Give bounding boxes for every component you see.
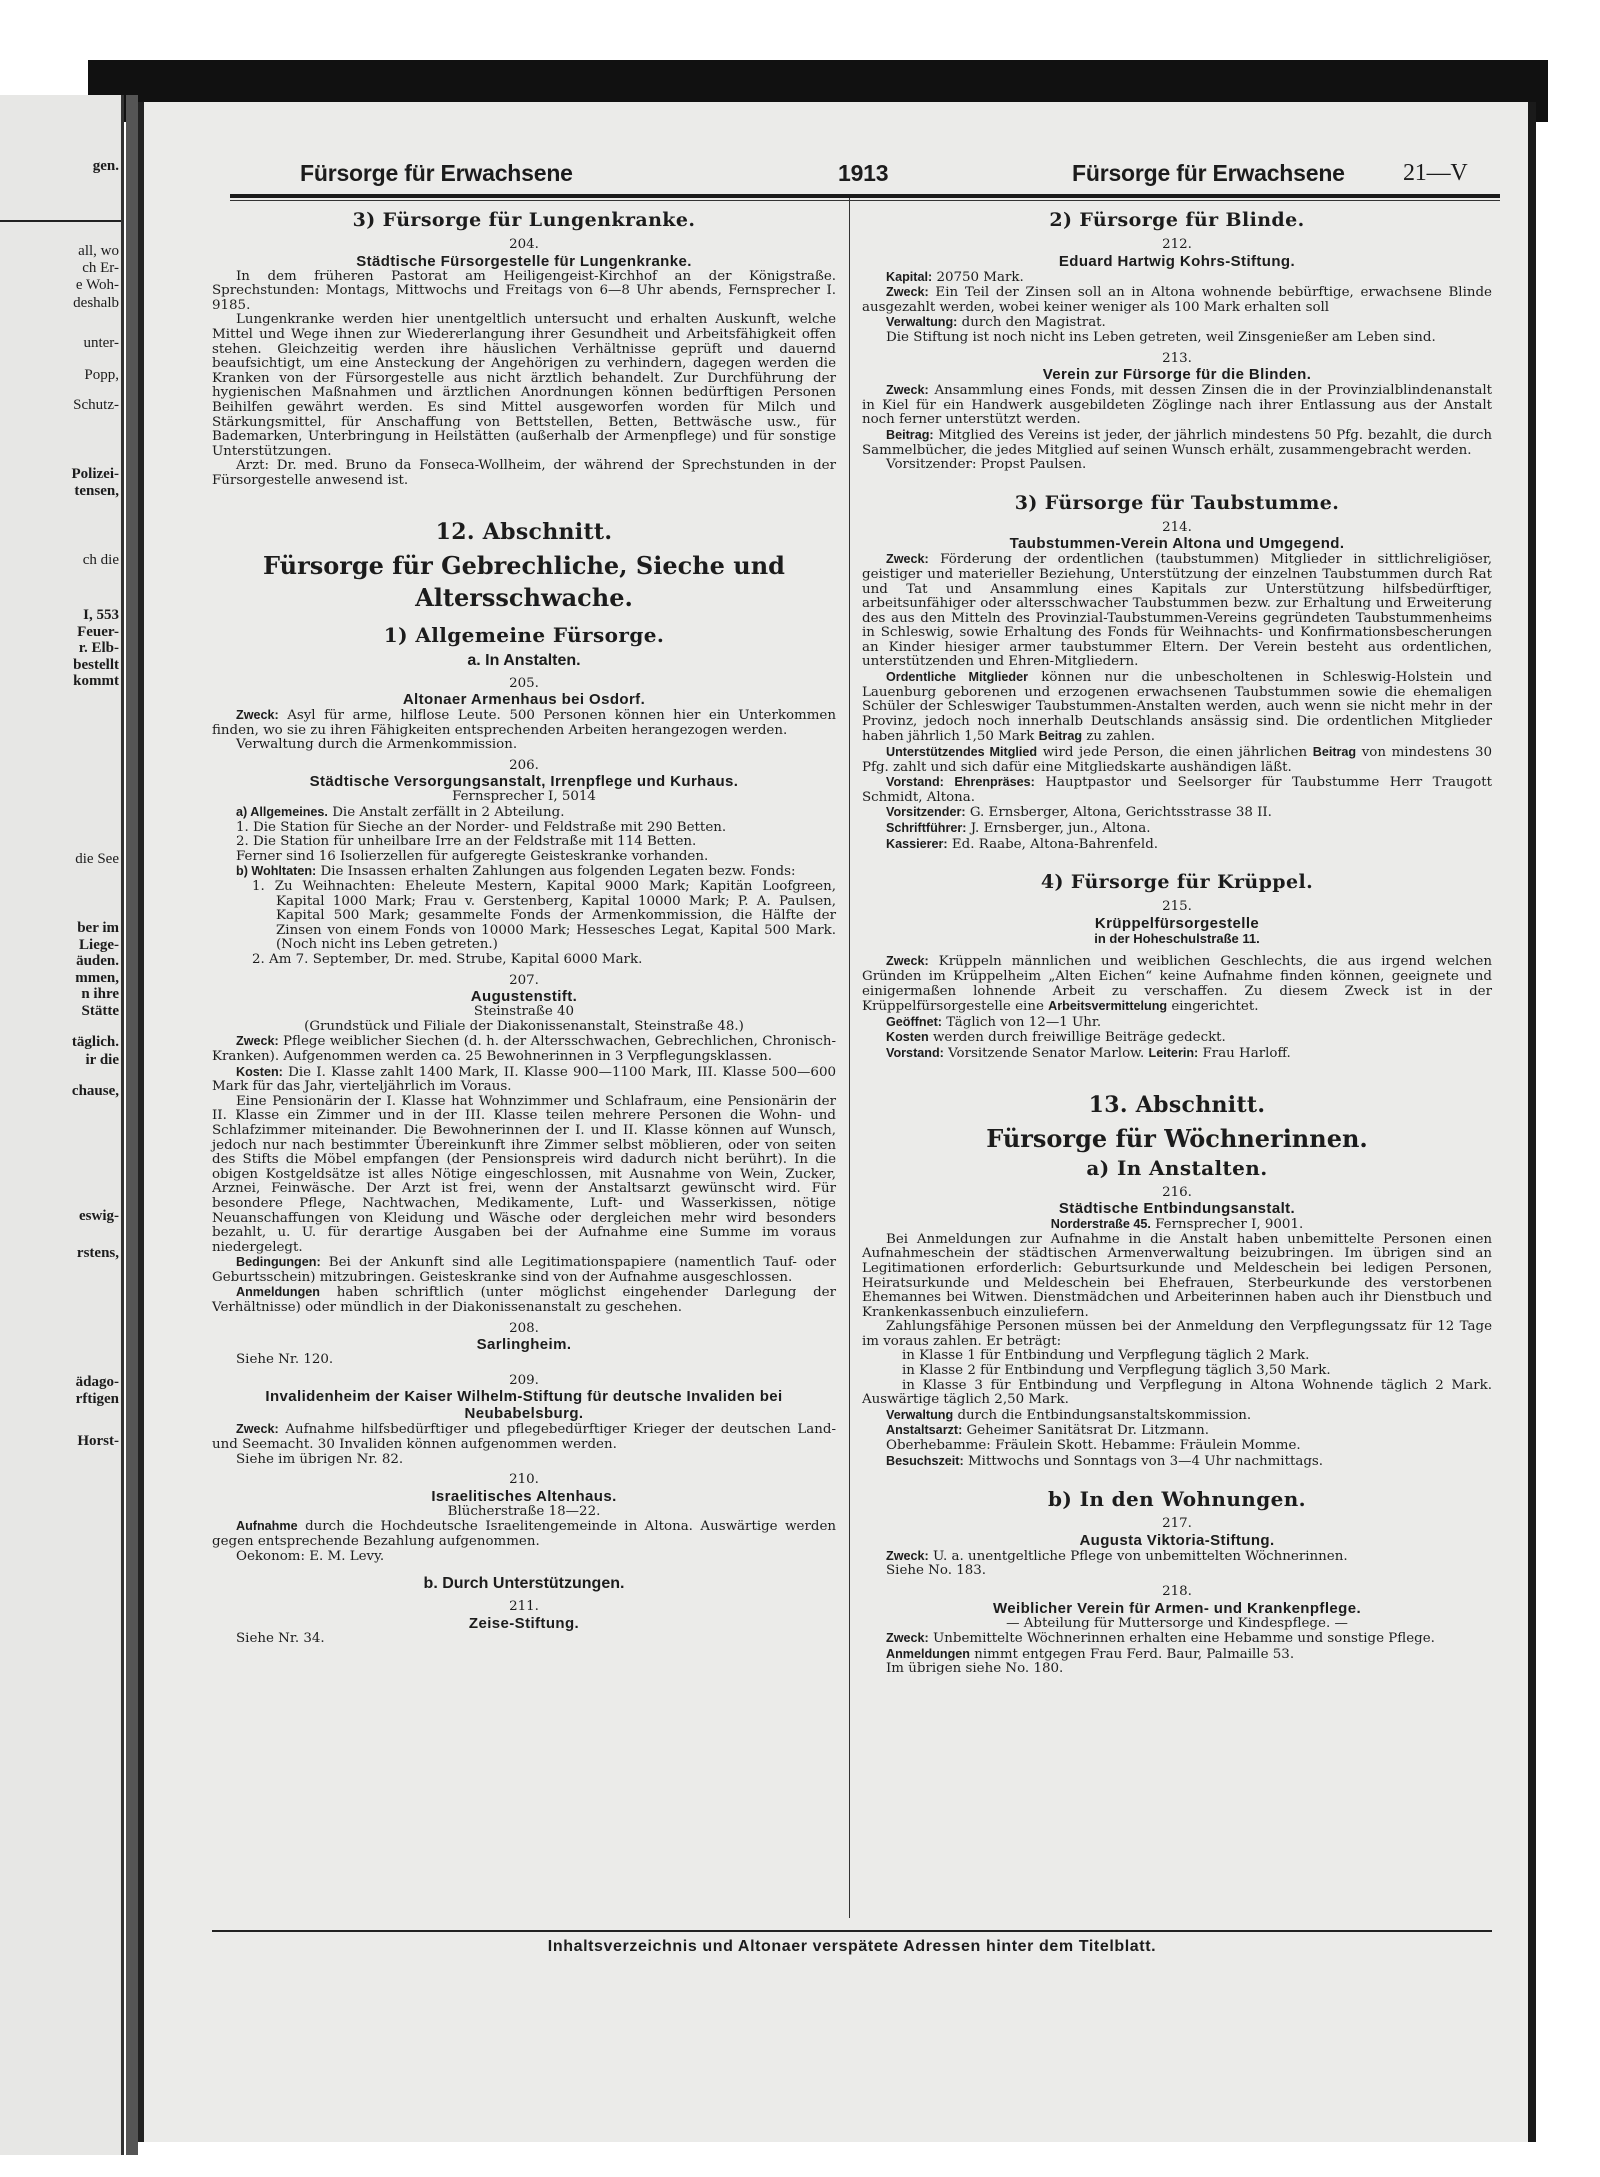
header-year: 1913 — [838, 160, 889, 186]
entry-phone: Fernsprecher I, 5014 — [452, 789, 596, 805]
entry-paragraph: Bei Anmeldungen zur Aufnahme in die Anstalt haben unbemittelte Personen einen Aufnahmeschein der städtischen Armenverwaltung beizubringen. Im übrigen sind an Legitimationen erforderlich: Geburtsurkunde und Meldeschein bei ledigen Personen, Heiratsurkunde und Meldeschein bei Ehefrauen, Sterbeurkunde des verstorbenen Ehemannes bei Witwen. Dienstmädchen und Arbeiterinnen haben auch ihr Dienstbuch und Krankenkassenbuch einzuliefern. — [862, 1231, 1492, 1320]
entry-216 — [862, 1186, 1492, 1470]
subsection-in-homes: b) In den Wohnungen. — [1047, 1487, 1307, 1512]
entry-title: Städtische Fürsorgestelle für Lungenkranke. — [356, 252, 692, 270]
entry-number: 216. — [1162, 1184, 1192, 1200]
section-heading-deaf: 3) Fürsorge für Taubstumme. — [1014, 491, 1340, 514]
entry-number: 204. — [509, 237, 539, 252]
left-page-text-fragment: rftigen — [75, 1391, 119, 1407]
entry-204 — [212, 238, 836, 489]
entry-paragraph: Zweck: Ein Teil der Zinsen soll an in Altona wohnende bebürftige, erwachsene Blinde ausgezahlt werden, wobei keiner weniger als 100 Mark erhalten soll — [862, 285, 1492, 315]
chapter-12-number: 12. Abschnitt. — [435, 518, 613, 545]
entry-title: Weiblicher Verein für Armen- und Krankenpflege. — [992, 1599, 1362, 1617]
subsection-support: b. Durch Unterstützungen. — [423, 1575, 625, 1593]
entry-title: Invalidenheim der Kaiser Wilhelm-Stiftung für deutsche Invaliden bei Neubabelsburg. — [265, 1388, 783, 1423]
entry-list-item: 2. Am 7. September, Dr. med. Strube, Kapital 6000 Mark. — [252, 952, 643, 967]
entry-paragraph: Eine Pensionärin der I. Klasse hat Wohnzimmer und Schlafraum, eine Pensionärin der II. Klasse ein Zimmer und in der III. Klasse teilen mehrere Personen die Wohn- und Schlafzimmer miteinander. Die Bewohnerinnen der I. und II. Klasse können auf Wunsch, jedoch nur nach bestimmter Übereinkunft ihre Zimmer selbst möblieren, oder von seiten des Stifts die Möbel empfangen (der Pensionspreis wird dadurch nicht berührt). In die obigen Kostgeldsätze ist alles Nötige eingeschlossen, mit Ausnahme von Wein, Zucker, Arznei, Feinwäsche. Der Arzt ist frei, wenn der Anstaltsarzt gewünscht wird. Für besondere Pflege, Nachtwachen, Medikamente, Luft- und Wasserkissen, nötige Neuanschaffungen von Kleidung und Wäsche oder dergleichen mehr wird besonders bezahlt, u. U. für derartige Ausgaben bei der Aufnahme eine Summe im voraus niedergelegt. — [212, 1093, 836, 1255]
left-page-text-fragment: ir die — [85, 1052, 119, 1068]
entry-paragraph: b) Wohltaten: Die Insassen erhalten Zahlungen aus folgenden Legaten bezw. Fonds: — [236, 864, 796, 880]
entry-subtitle: — Abteilung für Muttersorge und Kindespflege. — — [1006, 1615, 1348, 1631]
entry-paragraph: Vorstand: Vorsitzende Senator Marlow. Leiterin: Frau Harloff. — [886, 1045, 1291, 1061]
chapter-13-number: 13. Abschnitt. — [1088, 1091, 1266, 1118]
entry-217 — [862, 1517, 1492, 1579]
entry-list-item: Ferner sind 16 Isolierzellen für aufgeregte Geisteskranke vorhanden. — [236, 848, 709, 864]
entry-paragraph: Verwaltung durch die Entbindungsanstaltskommission. — [886, 1407, 1252, 1423]
left-page-text-fragment: Schutz- — [73, 397, 119, 413]
left-page-text-fragment: Polizei- — [71, 466, 119, 482]
entry-title: Zeise-Stiftung. — [468, 1614, 580, 1632]
entry-reference: Siehe Nr. 120. — [236, 1352, 334, 1368]
page-number: 21—V — [1403, 160, 1468, 186]
entry-list-item: 1. Die Station für Sieche an der Norder- und Feldstraße mit 290 Betten. — [236, 819, 727, 835]
entry-list-item: in Klasse 2 für Entbindung und Verpflegung täglich 3,50 Mark. — [902, 1363, 1331, 1379]
left-page-text-fragment: kommt — [73, 673, 119, 689]
chapter-13-title: Fürsorge für Wöchnerinnen. — [986, 1123, 1368, 1153]
left-page-text-fragment: r. Elb- — [78, 640, 119, 656]
entry-paragraph: Oekonom: E. M. Levy. — [236, 1548, 385, 1564]
left-column — [212, 206, 836, 1646]
left-page-text-fragment: bestellt — [73, 657, 119, 673]
chapter-12-title-line1: Fürsorge für Gebrechliche, Sieche und — [263, 550, 785, 580]
entry-paragraph: Aufnahme durch die Hochdeutsche Israelitengemeinde in Altona. Auswärtige werden gegen entsprechende Bezahlung aufgenommen. — [212, 1519, 836, 1549]
entry-number: 209. — [509, 1372, 539, 1388]
entry-number: 205. — [509, 675, 539, 691]
subsection-general: 1) Allgemeine Fürsorge. — [383, 622, 665, 647]
header-rule-thin — [230, 200, 1500, 201]
entry-paragraph: Bedingungen: Bei der Ankunft sind alle Legitimationspapiere (namentlich Tauf- oder Geburtsschein) mitzubringen. Geisteskranke sind von der Aufnahme ausgeschlossen. — [212, 1255, 836, 1285]
entry-reference: Siehe No. 183. — [886, 1563, 987, 1579]
entry-title: Städtische Versorgungsanstalt, Irrenpflege und Kurhaus. — [309, 773, 739, 791]
entry-title: Krüppelfürsorgestelle — [1094, 914, 1260, 932]
entry-reference: Siehe im übrigen Nr. 82. — [236, 1451, 404, 1467]
header-left-title: Fürsorge für Erwachsene — [300, 160, 573, 186]
left-page-rule — [0, 220, 124, 222]
entry-paragraph: Verwaltung: durch den Magistrat. — [886, 315, 1106, 331]
entry-title: Augustenstift. — [470, 988, 578, 1006]
entry-title: Taubstummen-Verein Altona und Umgegend. — [1009, 535, 1345, 553]
entry-address: Steinstraße 40 — [473, 1004, 575, 1020]
entry-title: Israelitisches Altenhaus. — [431, 1487, 617, 1505]
left-page-text-fragment: ber im — [77, 920, 119, 936]
entry-paragraph: Die Stiftung ist noch nicht ins Leben getreten, weil Zinsgenießer am Leben sind. — [886, 329, 1436, 345]
entry-paragraph: In dem früheren Pastorat am Heiligengeist-Kirchhof an der Königstraße. Sprechstunden: Montags, Mittwochs und Freitags von 6—8 Uhr abends, Fernsprecher I. 9185. — [212, 268, 836, 313]
entry-paragraph: Schriftführer: J. Ernsberger, jun., Altona. — [886, 821, 1151, 836]
entry-number: 215. — [1162, 899, 1192, 915]
entry-paragraph: Zweck: Pflege weiblicher Siechen (d. h. der Altersschwachen, Gebrechlichen, Chronisch-Kranken). Aufgenommen werden ca. 25 Bewohnerinnen in 3 Verpflegungsklassen. — [212, 1034, 836, 1064]
entry-205 — [212, 677, 836, 753]
entry-paragraph: Verwaltung durch die Armenkommission. — [236, 737, 518, 753]
entry-paragraph: Vorstand: Ehrenpräses: Hauptpastor und Seelsorger für Taubstumme Herr Traugott Schmidt, Altona. — [862, 775, 1492, 805]
left-page-text-fragment: chause, — [71, 1083, 119, 1099]
entry-paragraph: Anmeldungen nimmt entgegen Frau Ferd. Baur, Palmaille 53. — [886, 1646, 1295, 1662]
entry-paragraph: Vorsitzender: Propst Paulsen. — [886, 457, 1087, 473]
header-right-title: Fürsorge für Erwachsene — [1072, 160, 1345, 186]
left-page-text-fragment: ädago- — [75, 1374, 119, 1390]
zweck-label: Zweck: — [236, 708, 279, 723]
entry-paragraph: Unterstützendes Mitglied wird jede Person, die einen jährlichen Beitrag von mindestens 30 Pfg. zahlt und sich dafür eine Mitgliedskarte aushändigen läßt. — [862, 745, 1492, 775]
entry-number: 208. — [509, 1320, 539, 1336]
entry-reference: Siehe Nr. 34. — [236, 1630, 325, 1646]
entry-title: Sarlingheim. — [476, 1336, 572, 1354]
entry-note: (Grundstück und Filiale der Diakonissenanstalt, Steinstraße 48.) — [304, 1018, 744, 1034]
entry-title: Städtische Entbindungsanstalt. — [1058, 1200, 1296, 1218]
left-page-text-fragment: I, 553 — [83, 607, 119, 623]
left-page-text-fragment: die See — [75, 851, 119, 867]
left-page-text-fragment: gen. — [92, 158, 119, 174]
entry-paragraph: Zweck: Asyl für arme, hilflose Leute. 500 Personen können hier ein Unterkommen finden, wo sie zu ihren Fähigkeiten entsprechenden Arbeiten herangezogen werden. — [212, 708, 836, 738]
left-page-text-fragment: ch die — [82, 552, 119, 568]
entry-213 — [862, 352, 1492, 473]
entry-paragraph: Anmeldungen haben schriftlich (unter möglichst eingehender Darlegung der Verhältnisse) oder mündlich in der Diakonissenanstalt zu geschehen. — [212, 1285, 836, 1316]
subsection-institutions: a. In Anstalten. — [467, 651, 581, 669]
entry-paragraph: Zahlungsfähige Personen müssen bei der Anmeldung den Verpflegungssatz für 12 Tage im voraus zahlen. Er beträgt: — [862, 1319, 1492, 1349]
left-page-text-fragment: Popp, — [84, 367, 119, 383]
right-column — [862, 206, 1492, 1677]
entry-paragraph: Besuchszeit: Mittwochs und Sonntags von 3—4 Uhr nachmittags. — [886, 1453, 1324, 1469]
section-heading-lung: 3) Fürsorge für Lungenkranke. — [352, 209, 696, 231]
entry-paragraph: Zweck: Krüppeln männlichen und weiblichen Geschlechts, die aus irgend welchen Gründen im Krüppelheim „Alten Eichen“ keine Aufnahme finden können, geeignete und einigermaßen lohnende Arbeit zu verschaffen. Zu diesem Zweck ist in der Krüppelfürsorgestelle eine Arbeitsvermittelung eingerichtet. — [862, 954, 1492, 1015]
left-page-text-fragment: tensen, — [74, 483, 119, 499]
entry-paragraph: Ordentliche Mitglieder können nur die unbescholtenen in Schleswig-Holstein und Lauenburg geborenen und erzogenen erwachsenen Taubstummen sowie die ehemaligen Schüler der Schleswiger Taubstummen-Anstalten werden, auch wenn sie nicht mehr in der Provinz, jedoch noch innerhalb Deutschlands ansässig sind. Die ordentlichen Mitglieder haben jährlich 1,50 Mark Beitrag zu zahlen. — [862, 670, 1492, 745]
entry-number: 214. — [1162, 519, 1192, 535]
entry-number: 206. — [509, 757, 539, 773]
left-page-text-fragment: Stätte — [81, 1003, 119, 1019]
entry-paragraph: Kosten werden durch freiwillige Beiträge gedeckt. — [886, 1030, 1226, 1046]
entry-paragraph: Kapital: 20750 Mark. — [886, 269, 1024, 285]
entry-title: Altonaer Armenhaus bei Osdorf. — [402, 691, 646, 709]
entry-paragraph: Zweck: Aufnahme hilfsbedürftiger und pflegebedürftiger Krieger der deutschen Land- und Seemacht. 30 Invaliden können aufgenommen werden. — [212, 1422, 836, 1453]
section-heading-cripple: 4) Fürsorge für Krüppel. — [1040, 871, 1314, 894]
entry-paragraph: Vorsitzender: G. Ernsberger, Altona, Gerichtsstrasse 38 II. — [886, 805, 1272, 821]
entry-address: Blücherstraße 18—22. — [447, 1503, 601, 1519]
left-page-text-fragment: täglich. — [71, 1034, 119, 1050]
entry-list-item: 2. Die Station für unheilbare Irre an der Feldstraße mit 114 Betten. — [236, 834, 697, 850]
left-page-text-fragment: n ihre — [81, 986, 119, 1002]
left-page-text-fragment: äuden. — [76, 953, 119, 969]
entry-number: 213. — [1162, 350, 1192, 366]
left-page-text-fragment: e Woh- — [75, 277, 119, 293]
entry-paragraph: a) Allgemeines. Die Anstalt zerfällt in 2 Abteilung. — [236, 805, 565, 821]
book-gutter — [126, 95, 138, 2155]
entry-paragraph: Lungenkranke werden hier unentgeltlich untersucht und erhalten Auskunft, welche Mittel und Wege ihnen zur Wiedererlangung ihrer Gesundheit und Arbeitsfähigkeit offen stehen. Gleichzeitig werden ihre häuslichen Verhältnisse geprüft und dauernd beaufsichtigt, um eine Ansteckung der Angehörigen zu verhindern, dagegen werden die Kranken von der Fürsorgestelle aus nicht ärztlich behandelt. Zur Durchführung der hygienischen Maßnahmen und ärztlichen Anordnungen können bedürftigen Personen Beihilfen gewährt werden. Es sind Mittel ausgeworfen worden für Milch und Stärkungsmittel, für Anschaffung von Bettstellen, Betten, Bettwäsche usw., für Bademarken, Unterbringung in Heilstätten (außerhalb der Armenpflege) und für sonstige Unterstützungen. — [212, 312, 836, 459]
entry-paragraph: Beitrag: Mitglied des Vereins ist jeder, der jährlich mindestens 50 Pfg. bezahlt, die durch Sammelbücher, die jedes Mitglied auf seinen Wunsch erhält, zusammengebracht werden. — [862, 427, 1492, 458]
entry-number: 212. — [1162, 237, 1192, 252]
entry-paragraph: Zweck: Unbemittelte Wöchnerinnen erhalten eine Hebamme und sonstige Pflege. — [886, 1631, 1435, 1647]
entry-list-item: in Klasse 3 für Entbindung und Verpflegung in Altona Wohnende täglich 2 Mark. Auswärtige täglich 2,50 Mark. — [862, 1377, 1492, 1408]
entry-reference: Im übrigen siehe No. 180. — [886, 1661, 1064, 1677]
entry-number: 217. — [1162, 1516, 1192, 1532]
entry-list-item: 1. Zu Weihnachten: Eheleute Mestern, Kapital 9000 Mark; Kapitän Loofgreen, Kapital 1000 Mark; Frau v. Gerstenberg, Kapital 10000 Mark; P. A. Paulsen, Kapital 500 Mark; gesammelte Fonds der Armenkommission, die Hälfte der Zinsen von einem Fonds von 10000 Mark; Hessesches Legat, Kapital 500 Mark. (Noch nicht ins Leben getreten.) — [252, 879, 836, 953]
entry-215 — [862, 900, 1492, 1061]
entry-list-item: in Klasse 1 für Entbindung und Verpflegung täglich 2 Mark. — [902, 1348, 1310, 1364]
entry-paragraph: Zweck: Förderung der ordentlichen (taubstummen) Mitglieder in sittlichreligiöser, geistiger und materieller Beziehung, Unterstützung der einzelnen Taubstummen durch Rat und Tat und Ansammlung eines Kapitals zur Unterstützung hilfsbedürftiger, arbeitsunfähiger oder altersschwacher Taubstummen bezw. zur Erhaltung und Erweiterung des aus den Mitteln des Provinzial-Taubstummen-Vereins gegründeten Taubstummenheims in Schleswig, sowie Erhaltung des Fonds für Weihnachts- und Konfirmationsbescherungen an Kinder hiesiger armer taubstummer Eltern. Der Verein besteht aus ordentlichen, unterstützenden und Ehren-Mitgliedern. — [862, 552, 1493, 670]
entry-paragraph: Geöffnet: Täglich von 12—1 Uhr. — [886, 1014, 1102, 1030]
entry-subtitle: in der Hoheschulstraße 11. — [1094, 930, 1260, 946]
entry-title: Verein zur Fürsorge für die Blinden. — [1042, 366, 1312, 384]
left-page-text-fragment: deshalb — [73, 295, 119, 311]
left-page-text-fragment: all, wo — [78, 243, 119, 259]
left-page-fragment — [0, 95, 124, 2155]
entry-number: 207. — [509, 972, 539, 988]
subsection-in-institutions: a) In Anstalten. — [1086, 1155, 1268, 1180]
entry-211 — [212, 1600, 836, 1646]
left-page-text-fragment: ch Er- — [82, 260, 119, 276]
entry-paragraph: Kosten: Die I. Klasse zahlt 1400 Mark, II. Klasse 900—1100 Mark, III. Klasse 500—600 Mark für das Jahr, vierteljährlich im Voraus. — [212, 1064, 836, 1095]
column-divider — [849, 198, 850, 1918]
entry-207 — [212, 974, 836, 1316]
entry-title: Augusta Viktoria-Stiftung. — [1079, 1531, 1275, 1549]
entry-paragraph: Anstaltsarzt: Geheimer Sanitätsrat Dr. Litzmann. — [886, 1423, 1209, 1439]
entry-218 — [862, 1585, 1492, 1677]
left-page-text-fragment: Liege- — [79, 937, 119, 953]
chapter-12-title-line2: Altersschwache. — [415, 582, 633, 612]
left-page-text-fragment: Horst- — [77, 1433, 119, 1449]
entry-208 — [212, 1322, 836, 1368]
left-page-text-fragment: Feuer- — [77, 624, 119, 640]
entry-address: Norderstraße 45. Fernsprecher I, 9001. — [1050, 1217, 1304, 1233]
entry-paragraph: Kassierer: Ed. Raabe, Altona-Bahrenfeld. — [886, 836, 1159, 852]
entry-paragraph: Oberhebamme: Fräulein Skott. Hebamme: Fräulein Momme. — [886, 1438, 1301, 1454]
left-page-text-fragment: unter- — [83, 335, 119, 351]
entry-number: 210. — [509, 1472, 539, 1488]
entry-209 — [212, 1374, 836, 1467]
entry-210 — [212, 1473, 836, 1564]
entry-title: Eduard Hartwig Kohrs-Stiftung. — [1058, 252, 1296, 270]
entry-number: 211. — [509, 1599, 539, 1615]
header-rule — [230, 194, 1500, 198]
footer-notice: Inhaltsverzeichnis und Altonaer verspätete Adressen hinter dem Titelblatt. — [547, 1938, 1157, 1955]
entry-number: 218. — [1162, 1584, 1192, 1599]
left-page-text-fragment: mmen, — [75, 970, 119, 986]
left-page-text-fragment: rstens, — [76, 1245, 119, 1261]
section-heading-blind: 2) Fürsorge für Blinde. — [1049, 209, 1305, 231]
left-page-text-fragment: eswig- — [79, 1208, 119, 1224]
entry-206 — [212, 759, 836, 968]
entry-paragraph: Zweck: U. a. unentgeltliche Pflege von unbemittelten Wöchnerinnen. — [886, 1548, 1348, 1564]
entry-214 — [862, 521, 1492, 852]
entry-paragraph: Arzt: Dr. med. Bruno da Fonseca-Wollheim, der während der Sprechstunden in der Fürsorgestelle anwesend ist. — [212, 458, 836, 488]
entry-212 — [862, 238, 1492, 346]
footer-rule — [212, 1930, 1492, 1932]
entry-paragraph: Zweck: Ansammlung eines Fonds, mit dessen Zinsen die in der Provinzialblindenanstalt in Kiel für ein Handwerk ausgebildeten Zöglinge nach ihrer Entlassung aus der Anstalt noch ferner unterstützt werden. — [862, 383, 1492, 428]
